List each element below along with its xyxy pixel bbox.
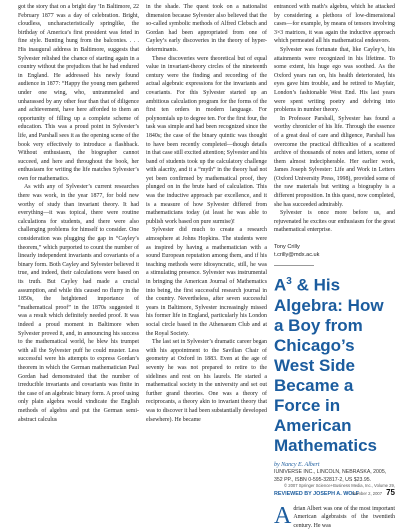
drop-cap: A: [274, 506, 291, 526]
paragraph: These discoveries were theoretical but of equal value in invariant-theory circles of the nineteenth century were the finding and recording of the actual algebraic expressions for the invariants and covariants. For this Sylvester started up an ambitious calculation program for the forms of the first ten orders in modern language. For polynomials up to degree ten. For the first four, the task was simple and had been recognized since the 1840s; the case of the binary quintic was thought to have been recently completed—though details in that case still excited attention; Sylvester and his band of students took up the calculatory challenge with alacrity, and it a “myth” in the theory had not yet been confirmed by mathematical proof, they plunged on in the brute hard of calculation. This was the inductive approach par excellence, and it is a measure of how Sylvester differed from mathematicians today (at least he was able to publish work based on pure surmise)!: [146, 55, 267, 227]
review-book-info: [274, 462, 395, 484]
paragraph: got the story that on a bright day ‘In Baltimore, 22 February 1877 was a day of celebration. Bright, cloudless, uncharacteristically springlike, the birthday of America’s first president was feted in fine style. Bunting hung from the balconies. . . . His inaugural address in Baltimore, suggests that Sylvester relished the chance of starting again in a country without the prejudices that he had endured in England. He addressed his newly found audience in 1877: “Happy the young men gathered under one wing, who, untrammeled and unharassed by any other fear than that of diligence and achievement, have here afforded to them an opportunity of filling up a complete scheme of education. This was a proud point in Sylvester’s life, and Parshall sees it as the opening scene of the book very effectively to introduce a flashback. Without enthusiasm, the biographer cannot succeed, and here and throughout the book, her enthusiasm for writing the life matches Sylvester’s own for mathematics.: [18, 3, 139, 183]
review-title-rest: & His Algebra: How a Boy from Chicago’s West Side Became a Force in American Mathematics: [274, 276, 384, 455]
paragraph: Sylvester did much to create a research atmosphere at Johns Hopkins. The students were as inspired by having a mathematician with a sound European reputation among them, and if his teaching methods were idiosyncratic, still, he was a stimulating presence. Sylvester was instrumental in bringing the American Journal of Mathematics into being, the first successful research journal in the country. Nevertheless, after seven successful years in Baltimore, Sylvester increasingly missed his former life in England, particularly his London social circle based in the Athenaeum Club and at the Royal Society.: [146, 226, 267, 338]
paragraph: As with any of Sylvester’s current researches there was work, in the year 1877, for bold new worthy of study than invariant theory. It had everything—it was topical, there were routine calculations for students, and there were also challenging problems for himself to consider. One consideration was plugging the gap in “Cayley’s theorem,” which purported to count the number of linearly independent invariants and covariants of a binary form. Both Cayley and Sylvester believed it true, and indeed, their calculations were based on its truth. But Cayley had made a crucial assumption, and while this caused no flurry in the 1850s, the heightened importance of “mathematical proof” in the 1870s suggested it was a result which definitely needed proof. It was indeed a proud moment in Baltimore when Sylvester proved it, and, in announcing his success to the mathematical world, he blew his trumpet with all the Sylvester puff he could muster. Less successful were his attempts to express Gordan’s theorem in which the German mathematician Paul Gordan had demonstrated that the number of irreducible invariants and covariants was finite in the case of an algebraic binary form. A proof using only plain algebra would vindicate the English methods of algebra and put the German semi-abstract calculus: [18, 183, 139, 424]
review-title: [274, 272, 395, 456]
page-number: 75: [386, 488, 395, 497]
paragraph: in the shade. The quest took on a nationalist dimension because Sylvester also believed that the so-called symbolic methods of Alfred Clebsch and Gordan had been appropriated from one of Cayley’s early discoveries in the theory of hyper-determinants.: [146, 3, 267, 55]
column-3: [274, 3, 395, 530]
review-opening: [274, 505, 395, 530]
review-title-a: A: [274, 276, 286, 295]
book-author: by Nancy E. Albert: [274, 462, 395, 469]
column-2: [146, 3, 267, 424]
reviewer-signature: [274, 243, 395, 259]
signature-name: Tony Crilly: [274, 243, 395, 251]
review-opening-text: drian Albert was one of the most important American algebraists of the twentieth century. He was: [293, 506, 395, 529]
review-title-superscript: 3: [286, 276, 292, 287]
signature-email[interactable]: t.crilly@mdx.ac.uk: [274, 251, 395, 259]
paragraph: In Professor Parshall, Sylvester has found a worthy chronicler of his life. Through the essence of a great deal of care and diligence, Parshall has overcome the practical difficulties of a scattered archive of thousands of notes and letters, some of them almost indecipherable. Her earlier work, James Joseph Sylvester: Life and Work in Letters (Oxford University Press, 1998), provided some of the raw materials but writing a biography is a different proposition. In this quest, now completed, she has succeeded admirably.: [274, 115, 395, 210]
reviewer-line: REVIEWED BY JOSEPH A. WOLF: [274, 490, 395, 499]
section-divider: [274, 265, 314, 266]
page-footer: [274, 483, 395, 497]
book-publisher: IUNIVERSE INC., LINCOLN, NEBRASKA, 2005, 352 PP., ISBN 0-595-32817-2, US $23.95.: [274, 469, 395, 484]
paragraph: Sylvester is once more before us, and rejuvenated he excites our enthusiasm for the great mathematical enterprise.: [274, 209, 395, 235]
column-1: [18, 3, 139, 424]
paragraph: The last set in Sylvester’s dramatic career began with his appointment to the Savilian Chair of geometry at Oxford in 1883. Even at the age of seventy he was not prepared to retire to the sidelines and rest on his laurels. He started a mathematical society in the university and set out further grand theories. One was a theory of reciprocants, a theory akin to invariant theory that was to discover it had been substantially developed elsewhere). He became: [146, 338, 267, 424]
footer-credit: © 2007 Springer Science+Business Media, Inc., Volume 29, Number 2, 2007: [284, 483, 395, 496]
paragraph: entranced with math’s algebra, which he attacked by considering a plethora of low-dimensional cases—for example, by means of tensors involving 3×3 matrices, it was again the inductive approach which permeated all his mathematical endeavors.: [274, 3, 395, 46]
paragraph: Sylvester was fortunate that, like Cayley’s, his attainments were recognized in his lifetime. To some extent, his huge ego was soothed. As the Oxford years ran on, his health deteriorated, his eyes gave him trouble, and he retired to Mayfair, London’s fashionable West End. His last years were spent writing poetry and delving into problems in number theory.: [274, 46, 395, 115]
